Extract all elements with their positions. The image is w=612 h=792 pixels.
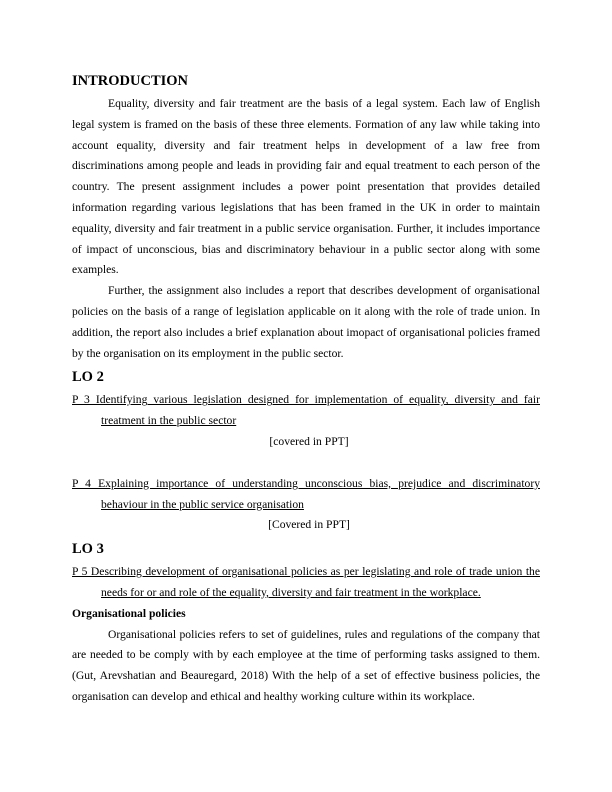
p3-covered-note: [covered in PPT] xyxy=(269,434,349,448)
introduction-paragraph-2: Further, the assignment also includes a report that describes development of organisational policies on the basis of a range of legislation applicable on it along with the role of trade union. In addition, the report also includes a brief explanation about imopact of organisational policies framed by the organisation on its employment in the public sector. xyxy=(72,284,540,360)
p3-task-title: P 3 Identifying various legislation designed for implementation of equality, diversity and fair treatment in the public sector xyxy=(72,393,540,428)
lo3-heading: LO 3 xyxy=(72,541,104,558)
p4-task-title: P 4 Explaining importance of understanding unconscious bias, prejudice and discriminatory behaviour in the public service organisation xyxy=(72,476,540,511)
lo2-heading: LO 2 xyxy=(72,369,104,386)
page-content xyxy=(72,72,540,708)
p4-covered-note: [Covered in PPT] xyxy=(268,518,350,532)
p5-task-title: P 5 Describing development of organisational policies as per legislating and role of trade union the needs for or and role of the equality, diversity and fair treatment in the workplace. xyxy=(72,565,540,599)
introduction-paragraph-1: Equality, diversity and fair treatment are the basis of a legal system. Each law of English legal system is framed on the basis of these three elements. Formation of any law while taking into account equality, diversity and fair treatment helps in development of a law free from discriminations among people and leads in providing fair and equal treatment to each person of the country. The present assignment includes a power point presentation that provides detailed information regarding various legislations that has been framed in the UK in order to maintain equality, diversity and fair treatment in a public service organisation. Further, it includes importance of impact of unconscious, bias and discriminatory behaviour in a public sector along with some examples. xyxy=(72,97,540,277)
organisational-policies-paragraph: Organisational policies refers to set of guidelines, rules and regulations of the company that are needed to be comply with by each employee at the time of performing tasks assigned to them. (Gut, Arevshatian and Beauregard, 2018) With the help of a set of effective business policies, the organisation can develop and ethical and healthy working culture within its workplace. xyxy=(72,627,540,703)
introduction-heading: INTRODUCTION xyxy=(72,73,189,89)
organisational-policies-heading: Organisational policies xyxy=(72,606,186,620)
spacer xyxy=(72,453,540,474)
